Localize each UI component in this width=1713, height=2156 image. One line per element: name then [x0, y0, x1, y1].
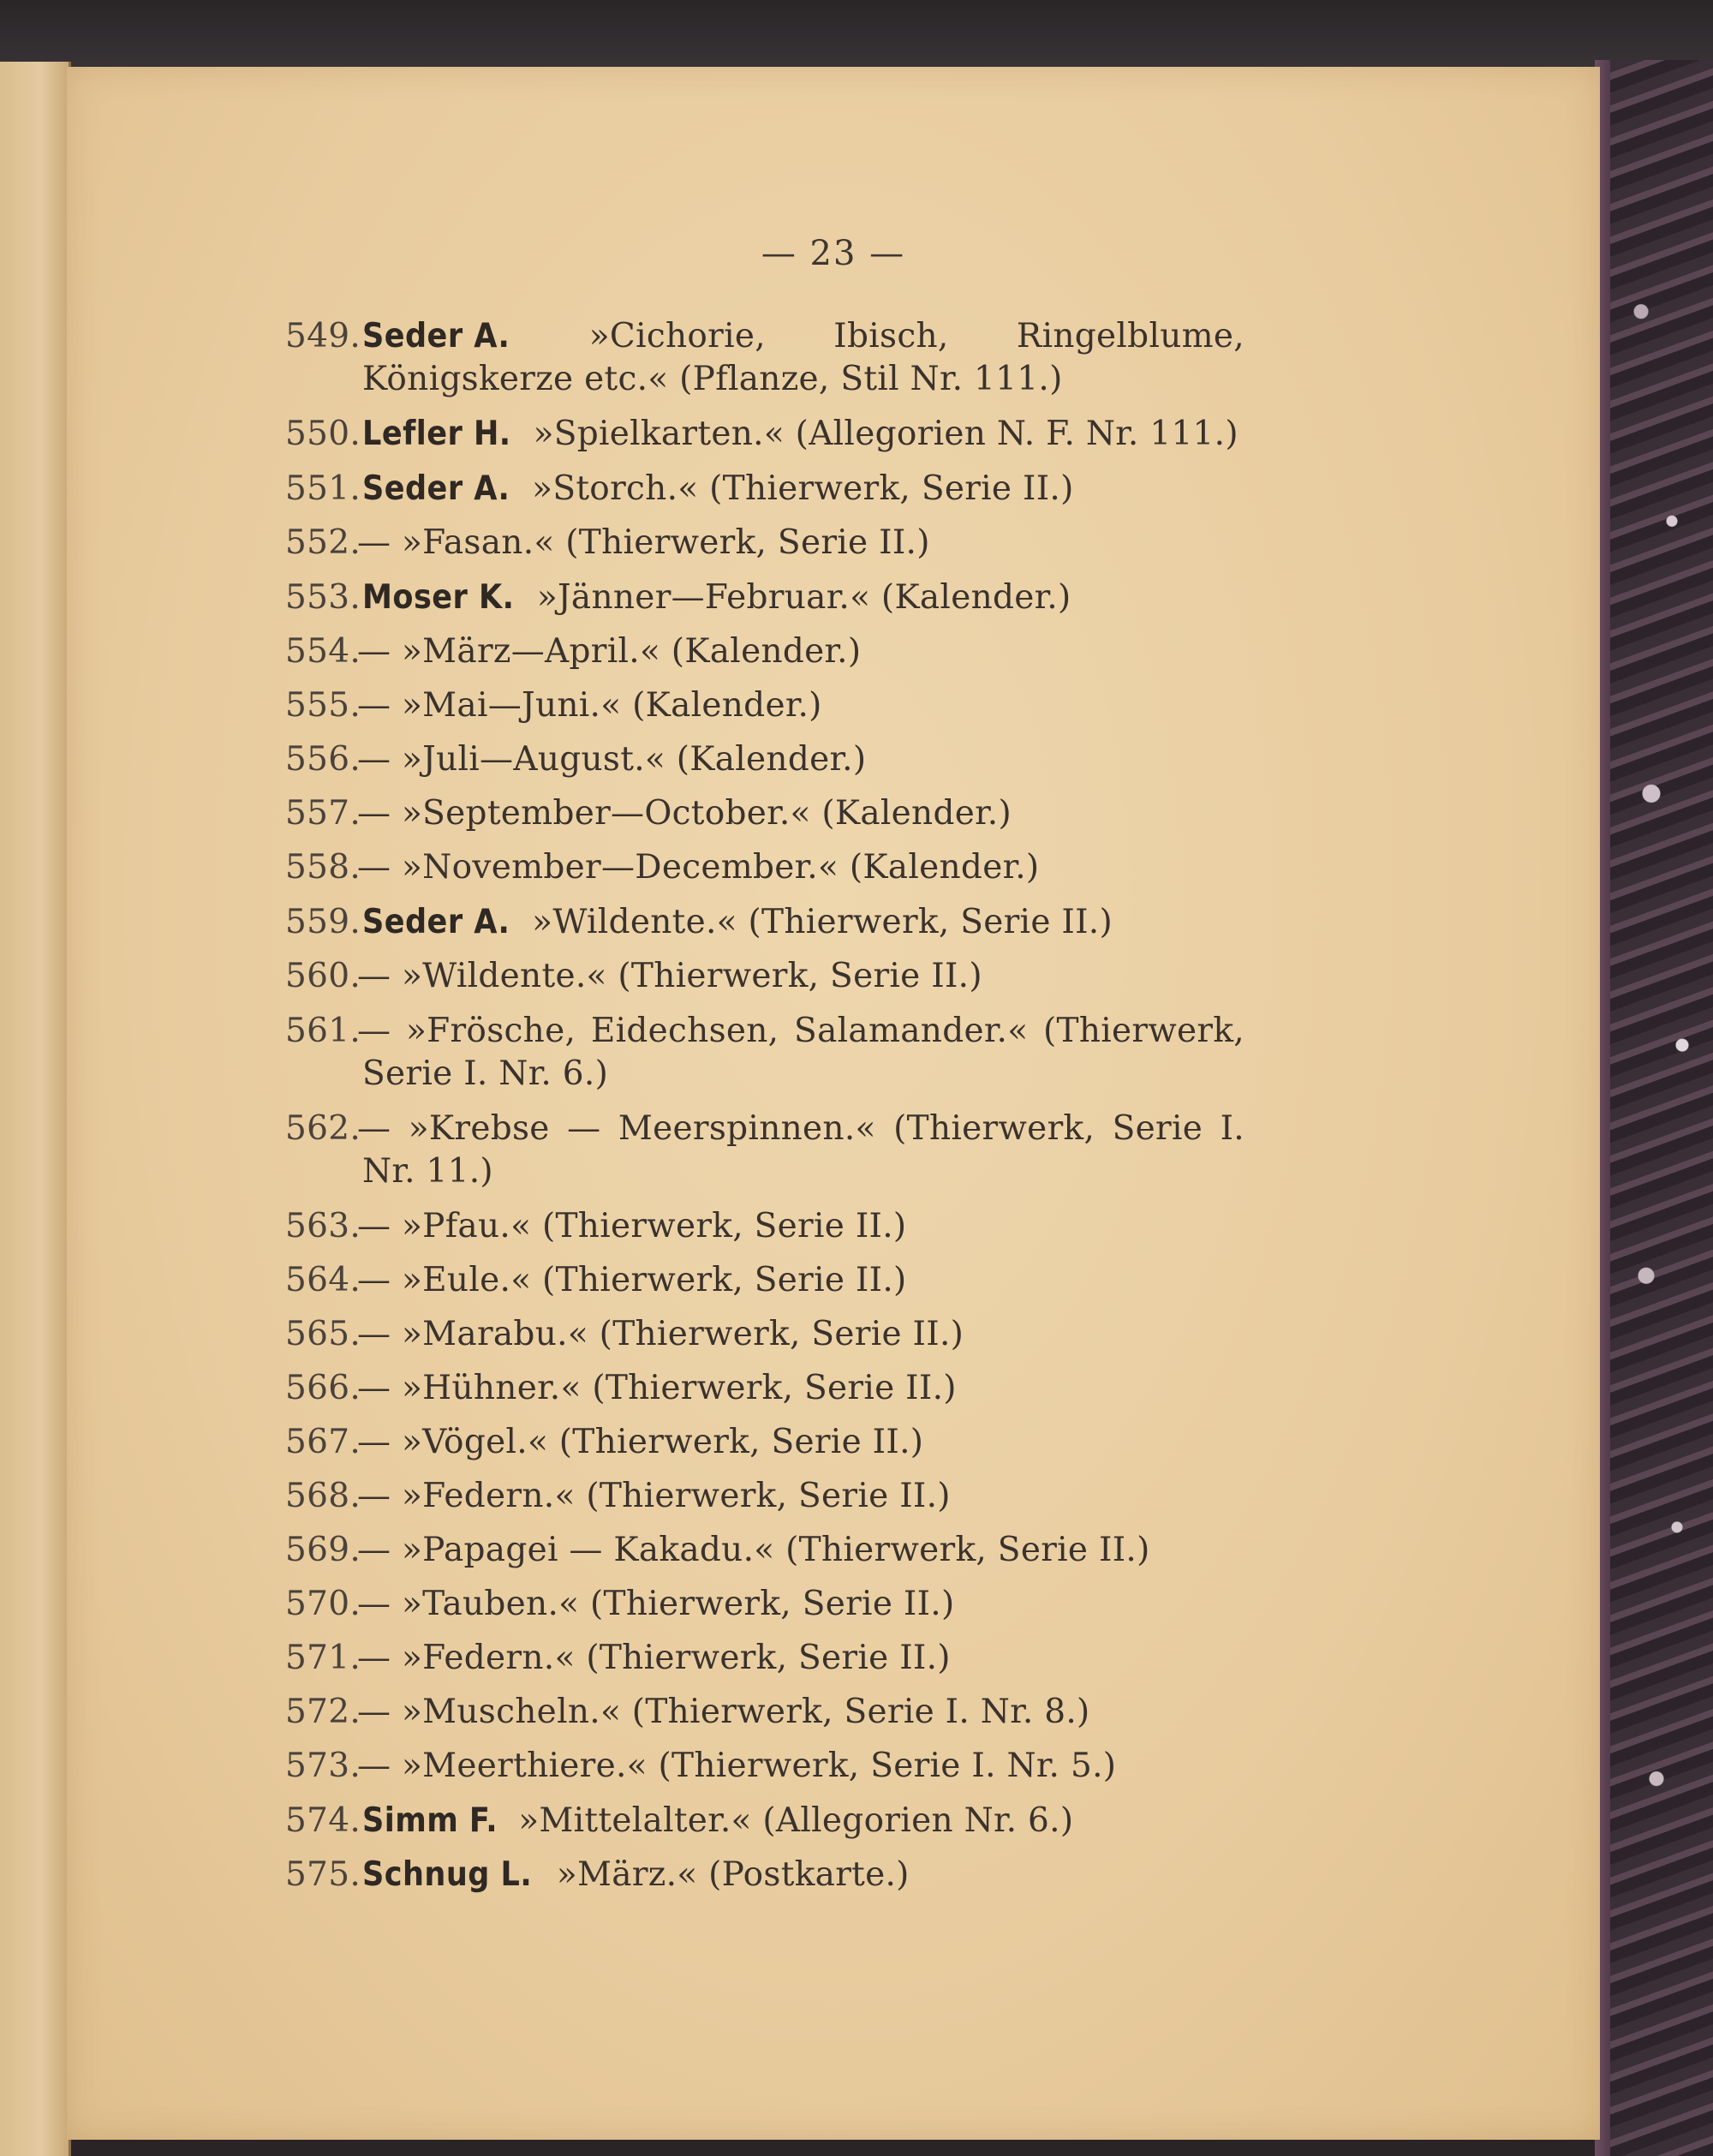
page — [67, 67, 1600, 2140]
entry-number: 570. — [285, 1585, 361, 1623]
entry-number: 557. — [285, 794, 361, 833]
entry-number: 551. — [285, 469, 361, 508]
entry-text: — »Tauben.« (Thierwerk, Serie II.) — [357, 1585, 955, 1623]
entry-number: 565. — [285, 1315, 361, 1353]
entry-number: 562. — [285, 1109, 361, 1148]
entry-author: Moser K. — [362, 578, 515, 617]
entry-number: 554. — [285, 632, 361, 671]
entry-text: — »Wildente.« (Thierwerk, Serie II.) — [357, 957, 982, 995]
catalog-entry — [285, 684, 1244, 727]
entry-number: 569. — [285, 1531, 361, 1569]
catalog-entry — [285, 413, 1244, 456]
entry-text: — »Federn.« (Thierwerk, Serie II.) — [357, 1477, 951, 1515]
catalog-entry — [285, 955, 1244, 998]
entry-number: 561. — [285, 1012, 361, 1050]
catalog-entry — [285, 1637, 1244, 1680]
entry-text: — »Papagei — Kakadu.« (Thierwerk, Serie II.) — [357, 1531, 1150, 1569]
entry-number: 552. — [285, 523, 361, 562]
entry-text: »Jänner—Februar.« (Kalender.) — [536, 578, 1071, 617]
entry-author: Seder A. — [362, 903, 510, 941]
entry-text: — »November—December.« (Kalender.) — [357, 848, 1040, 887]
entry-number: 571. — [285, 1639, 361, 1677]
top-edge — [0, 0, 1713, 77]
entry-number: 549. — [285, 317, 361, 355]
entry-text: — »Muscheln.« (Thierwerk, Serie I. Nr. 8.) — [357, 1693, 1090, 1731]
catalog-entries — [285, 315, 1244, 1908]
entry-author: Seder A. — [362, 317, 510, 355]
entry-text: »Storch.« (Thierwerk, Serie II.) — [532, 469, 1074, 508]
entry-text: »Mittelalter.« (Allegorien Nr. 6.) — [518, 1801, 1074, 1840]
catalog-entry — [285, 1367, 1244, 1410]
entry-number: 566. — [285, 1369, 361, 1407]
entry-text: — »Juli—August.« (Kalender.) — [357, 740, 867, 779]
catalog-entry — [285, 1745, 1244, 1788]
entry-text: — »Fasan.« (Thierwerk, Serie II.) — [357, 523, 930, 562]
catalog-entry — [285, 1010, 1244, 1096]
catalog-entry — [285, 522, 1244, 564]
entry-number: 559. — [285, 903, 361, 941]
entry-text: — »Meerthiere.« (Thierwerk, Serie I. Nr. 5.) — [357, 1747, 1117, 1785]
catalog-entry — [285, 1529, 1244, 1572]
entry-author: Simm F. — [362, 1801, 498, 1840]
entry-text: — »Mai—Juni.« (Kalender.) — [357, 686, 822, 725]
catalog-entry — [285, 1259, 1244, 1302]
entry-text: »Spielkarten.« (Allegorien N. F. Nr. 111.) — [533, 415, 1238, 453]
entry-text: — »Hühner.« (Thierwerk, Serie II.) — [357, 1369, 957, 1407]
catalog-entry — [285, 1800, 1244, 1842]
marbled-cover — [1610, 60, 1713, 2156]
entry-text: — »Frösche, Eidechsen, Salamander.« (Thierwerk, Serie I. Nr. 6.) — [357, 1012, 1244, 1093]
entry-author: Lefler H. — [362, 415, 511, 453]
entry-text: — »Pfau.« (Thierwerk, Serie II.) — [357, 1207, 907, 1245]
entry-text: — »Marabu.« (Thierwerk, Serie II.) — [357, 1315, 964, 1353]
catalog-entry — [285, 1475, 1244, 1518]
entry-text: — »Federn.« (Thierwerk, Serie II.) — [357, 1639, 951, 1677]
catalog-entry — [285, 846, 1244, 889]
entry-text: — »März—April.« (Kalender.) — [357, 632, 862, 671]
entry-number: 575. — [285, 1855, 361, 1894]
catalog-entry — [285, 630, 1244, 673]
entry-number: 574. — [285, 1801, 361, 1840]
entry-text: »März.« (Postkarte.) — [556, 1855, 910, 1894]
entry-number: 563. — [285, 1207, 361, 1245]
entry-number: 568. — [285, 1477, 361, 1515]
entry-text: — »Eule.« (Thierwerk, Serie II.) — [357, 1261, 907, 1299]
catalog-entry — [285, 1583, 1244, 1626]
catalog-entry — [285, 1205, 1244, 1248]
catalog-entry — [285, 315, 1244, 401]
entry-number: 560. — [285, 957, 361, 995]
page-content — [67, 67, 1600, 2140]
entry-text: »Wildente.« (Thierwerk, Serie II.) — [532, 903, 1113, 941]
catalog-entry — [285, 1108, 1244, 1193]
entry-number: 564. — [285, 1261, 361, 1299]
catalog-entry — [285, 1854, 1244, 1896]
entry-author: Seder A. — [362, 469, 510, 508]
entry-number: 553. — [285, 578, 361, 617]
entry-author: Schnug L. — [362, 1855, 533, 1894]
entry-text: — »Vögel.« (Thierwerk, Serie II.) — [357, 1423, 924, 1461]
catalog-entry — [285, 576, 1244, 619]
entry-number: 555. — [285, 686, 361, 725]
entry-number: 550. — [285, 415, 361, 453]
catalog-entry — [285, 792, 1244, 835]
catalog-entry — [285, 738, 1244, 781]
catalog-entry — [285, 1421, 1244, 1464]
entry-number: 572. — [285, 1693, 361, 1731]
catalog-entry — [285, 468, 1244, 511]
page-number: — 23 — — [761, 234, 906, 273]
entry-text: — »September—October.« (Kalender.) — [357, 794, 1012, 833]
entry-text: »Cichorie, Ibisch, Ringelblume, Königskerze etc.« (Pflanze, Stil Nr. 111.) — [362, 317, 1244, 398]
entry-number: 558. — [285, 848, 361, 887]
catalog-entry — [285, 901, 1244, 944]
entry-text: — »Krebse — Meerspinnen.« (Thierwerk, Serie I. Nr. 11.) — [357, 1109, 1244, 1191]
entry-number: 573. — [285, 1747, 361, 1785]
catalog-entry — [285, 1691, 1244, 1734]
catalog-entry — [285, 1313, 1244, 1356]
left-page-edge — [0, 62, 71, 2156]
entry-number: 556. — [285, 740, 361, 779]
entry-number: 567. — [285, 1423, 361, 1461]
